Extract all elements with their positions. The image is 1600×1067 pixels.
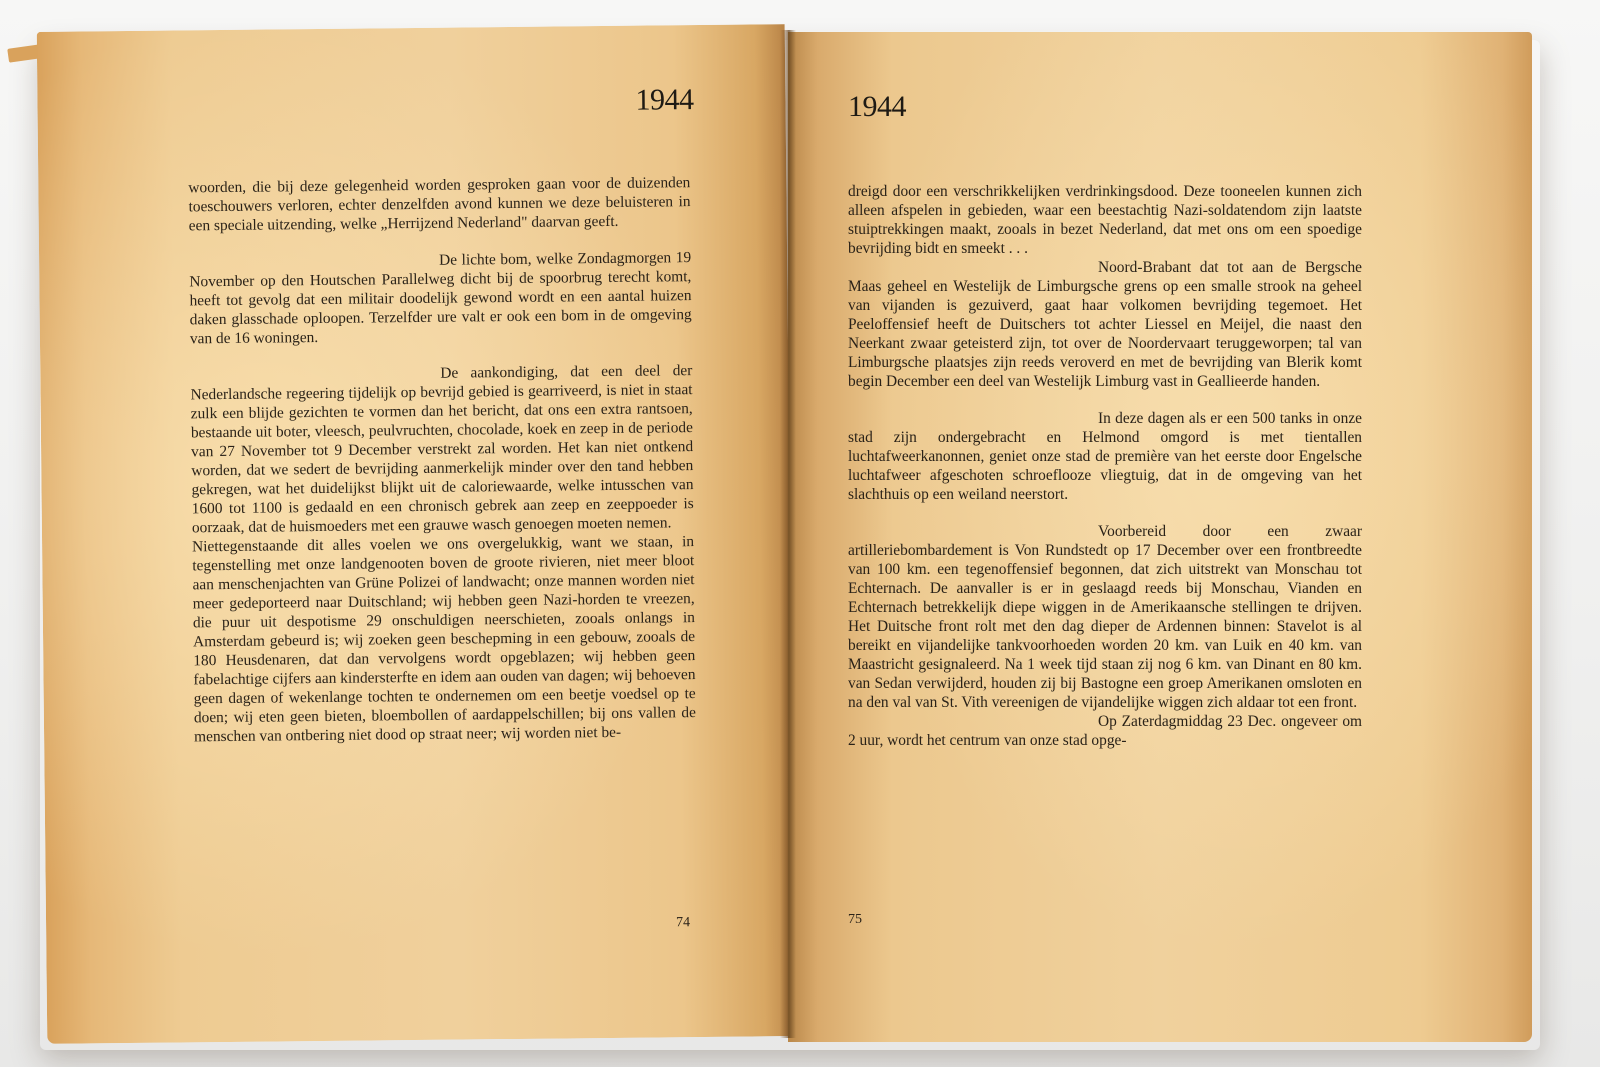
left-page — [37, 24, 796, 1044]
left-paragraph-1: woorden, die bij deze gelegenheid worden gesproken gaan voor de duizenden toeschouwers verloren, echter denzelfden avond kunnen we deze beluisteren in een speciale uitzending, welke „Herrijzend Nederland" daarvan geeft. — [188, 174, 691, 235]
left-paragraph-3: De aankondiging, dat een deel der Nederlandsche regeering tijdelijk op bevrijd gebied is gearriveerd, is niet in staat zulk een blijde gezichten te vormen dan het bericht, dat ons een extra rantsoen, bestaande uit boter, vleesch, peulvruchten, chocolade, koek en zeep in de periode van 27 November tot 9 December verstrekt zal worden. Het kan niet ontkend worden, dat we sedert de bevrijding aanmerkelijk minder over den tand hebben gekregen, wat het duidelijkst blijkt uit de caloriewaarde, welke intusschen van 1600 tot 1100 is gedaald en een chronisch gebrek aan zeep en zeeppoeder is oorzaak, dat de huismoeders met een grauwe wasch genoegen moeten nemen. — [190, 362, 694, 537]
left-page-number: 74 — [676, 915, 691, 931]
right-paragraph-5: Op Zaterdagmiddag 23 Dec. ongeveer om 2 uur, wordt het centrum van onze stad opge- — [848, 713, 1362, 749]
book-gutter — [780, 30, 796, 1038]
right-paragraph-3: In deze dagen als er een 500 tanks in onze stad zijn ondergebracht en Helmond omgord is met tientallen luchtafweerkanonnen, geniet onze stad de première van het eerste door Engelsche luchtafweer afgeschoten schroeflooze vliegtuig, dat in de omgeving van het slachthuis op een weiland neerstort. — [848, 410, 1362, 503]
right-page-year-header: 1944 — [848, 90, 906, 123]
right-page — [788, 32, 1532, 1042]
right-paragraph-4: Voorbereid door een zwaar artilleriebombardement is Von Rundstedt op 17 December over een frontbreedte van 100 km. een tegenoffensief begonnen, dat zich uitstrekt van Monschau tot Echternach. De aanvaller is er in geslaagd reeds bij Monschau, Vianden en Echternach betrekkelijk diepe wiggen in de Amerikaansche stellingen te drijven. Het Duitsche front rolt met den dag dieper de Ardennen binnen: Stavelot is al bereikt en vijandelijke tankvoorhoeden worden 20 km. van Luik en 40 km. van Maastricht gesignaleerd. Na 1 week tijd staan zij nog 6 km. van Dinant en 80 km. van Sedan verwijderd, houden zij bij Bastogne een groep Amerikanen omsloten en na den val van St. Vith vereenigen de vijandelijke wiggen zich aldaar tot een front. — [848, 523, 1362, 711]
right-page-number: 75 — [848, 912, 862, 927]
right-page-text — [848, 182, 1362, 750]
right-paragraph-2: Noord-Brabant dat tot aan de Bergsche Maas geheel en Westelijk de Limburgsche grens op een smalle strook na geheel van vijanden is gezuiverd, gaat haar volkomen bevrijding tegemoet. Het Peeloffensief heeft de Duitschers tot achter Liessel en Meijel, die naast den Neerkant zwaar geteisterd zijn, tot over de Noordervaart teruggeworpen; tal van Limburgsche plaatsjes zijn reeds veroverd en met de bevrijding van Blerik komt begin December een deel van Westelijk Limburg vast in Geallieerde handen. — [848, 259, 1362, 390]
right-paragraph-1: dreigd door een verschrikkelijken verdrinkingsdood. Deze tooneelen kunnen zich alleen afspelen in gebieden, waar een beestachtig Nazi-soldatendom zijn laatste stuiptrekkingen maakt, zooals in bezet Nederland, dat met ons om een spoedige bevrijding bidt en smeekt . . . — [848, 183, 1362, 257]
left-page-text — [188, 173, 696, 746]
left-paragraph-2: De lichte bom, welke Zondagmorgen 19 November op den Houtschen Parallelweg dicht bij de spoorbrug terecht komt, heeft tot gevolg dat een militair doodelijk gewond wordt en een aantal huizen daken glasschade oploopen. Terzelfder ure valt er ook een bom in de omgeving van de 16 woningen. — [189, 249, 692, 348]
left-paragraph-4: Niettegenstaande dit alles voelen we ons overgelukkig, want we staan, in tegenstelling met onze landgenooten boven de groote rivieren, niet meer bloot aan menschenjachten van Grüne Polizei of landwacht; onze mannen worden niet meer gedeporteerd naar Duitschland; wij hebben geen Nazi-horden te vreezen, die puur uit despotisme 29 onschuldigen neerschieten, zooals onlangs in Amsterdam gebeurd is; wij zoeken geen beschерming in een gebouw, zooals de 180 Heusdenaren, dat dan vervolgens wordt opgeblazen; wij hebben geen fabelachtige cijfers aan kindersterfte en idem aan ouden van dagen; wij behoeven geen dagen of wekenlange tochten te ondernemen om een beetje voedsel op te doen; wij eten geen bieten, bloembollen of aardappelschillen; bij ons vallen de menschen van ontbering niet dood op straat neer; wij worden niet be- — [192, 533, 696, 746]
left-page-year-header: 1944 — [635, 83, 694, 117]
